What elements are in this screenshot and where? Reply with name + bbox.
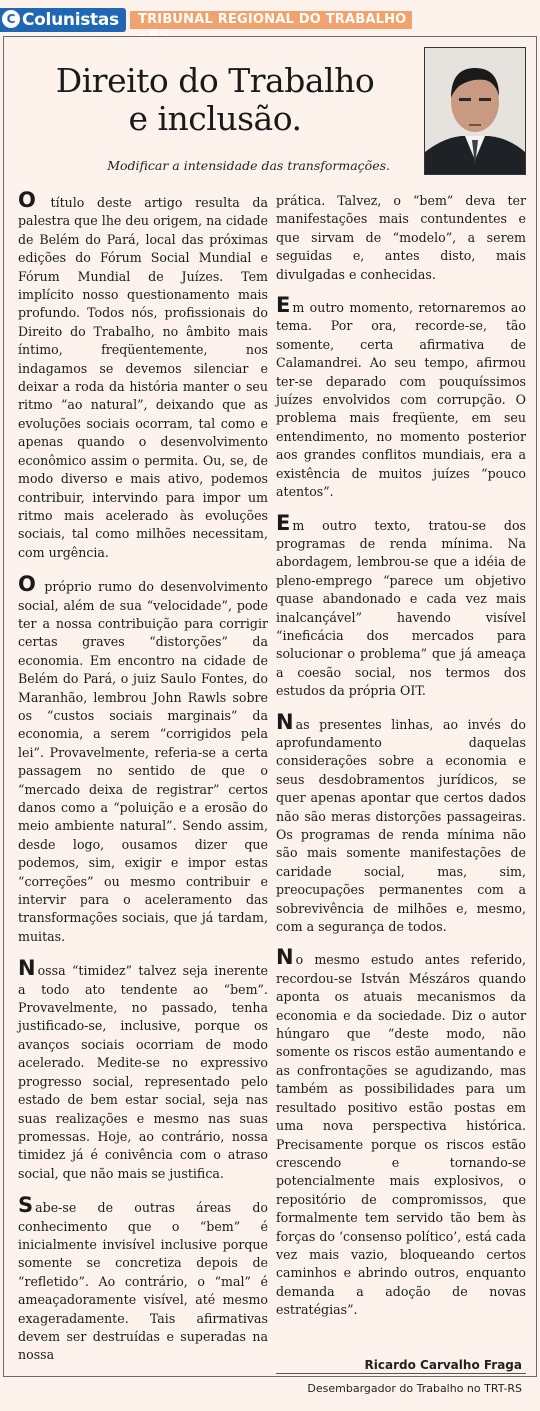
title-line-2: e inclusão.	[128, 99, 302, 138]
paragraph-text: próprio rumo do desenvolvimento social, além de sua “velocidade”, pode ter a nossa contribuição para corrigir certas graves “distorções” da economia. Em encontro na cidade de Belém do Pará, o juiz Saulo Fontes, do Maranhão, lembrou John Rawls sobre os “custos sociais marginais” da economia, a serem “corrigidos pela lei”. Provavelmente, referia-se a certa passagem no sentido de que o “mercado deixa de registrar” certos danos como a “poluição e a erosão do meio ambiente natural”. Sendo assim, desde logo, ousamos dizer que podemos, sim, exigir e impor estas “correções” ou mesmo contribuir e intervir para o aceleramento das transformações sociais, que já tardam, muitas.	[18, 579, 268, 944]
colunistas-badge	[0, 8, 126, 32]
paragraph	[276, 293, 526, 501]
drop-initial: N	[276, 945, 294, 970]
paragraph-text: abe-se de outras áreas do conhecimento que o “bem” é inicialmente invisível inclusive porque somente se concretiza depois de “refletido”. Ao contrário, o “mal” é ameaçadoramente visível, até mesmo exageradamente. Tais afirmativas devem ser destruídas e superadas na nossa	[18, 1200, 268, 1363]
section-label: TRIBUNAL REGIONAL DO TRABALHO	[138, 12, 407, 27]
article-subtitle: Modificar a intensidade das transformações.	[107, 158, 390, 173]
signature-divider	[276, 1373, 526, 1374]
paragraph-text: prática. Talvez, o “bem” deva ter manifestações mais contundentes e que sirvam de “modelo”, a serem seguidas e, antes disto, mais divulgadas e conhecidas.	[276, 193, 526, 282]
paragraph	[18, 188, 268, 562]
paragraph-text: o mesmo estudo antes referido, recordou-se István Mészáros quando aponta os atuais mecanismos da economia e da sociedade. Diz o autor húngaro que “deste modo, não somente os riscos estão aumentando e as confrontações se agudizando, mas também as possibilidades para um resultado positivo estão postas em uma nova perspectiva histórica. Precisamente porque os riscos estão crescendo e tornando-se potencialmente mais explosivos, o repositório de compromissos, que formalmente tem servido tão bem às forças do ‘consenso político’, está cada vez mais vazio, bloqueando certos caminhos e abrindo outros, enquanto demanda a adoção de novas estratégias”.	[276, 952, 526, 1318]
author-name: Ricardo Carvalho Fraga	[364, 1358, 522, 1372]
article-title	[20, 62, 410, 138]
paragraph-text: ossa “timidez” talvez seja inerente a todo ato tendente ao “bem”. Provavelmente, no passado, tenha justificado-se, inclusive, porque os avanços sociais ocorriam de modo acelerado. Medite-se no expressivo progresso social, representado pelo estado de bem estar social, seja nas suas realizações e mesmo nas suas promessas. Hoje, ao contrário, nossa timidez já é conivência com o atraso social, que não mais se justifica.	[18, 963, 268, 1181]
drop-initial: E	[276, 293, 291, 318]
title-line-1: Direito do Trabalho	[55, 61, 375, 100]
paragraph-text: m outro texto, tratou-se dos programas de renda mínima. Na abordagem, lembrou-se que a idéia de pleno-emprego “parece um objetivo quase abandonado e cada vez mais inalcançável” havendo visível “ineficácia dos mercados para solucionar o problema” que já ameaça a coesão social, nos termos dos estudos da própria OIT.	[276, 517, 526, 699]
paragraph	[276, 709, 526, 937]
right-column	[276, 192, 526, 1333]
author-role: Desembargador do Trabalho no TRT-RS	[307, 1382, 522, 1395]
paragraph-text: m outro momento, retornaremos ao tema. Por ora, recorde-se, tão somente, certa afirmativa de Calamandrei. Ao seu tempo, afirmou ter-se deparado com pouquíssimos juízes envolvidos com corrupção. O problema mais freqüente, em seu entendimento, no momento posterior aos grandes conflitos mundiais, era a existência de muitos juízes “pouco atentos”.	[276, 300, 526, 500]
author-portrait-icon	[425, 48, 525, 174]
colunistas-logo-icon: C	[2, 10, 20, 28]
paragraph	[276, 945, 526, 1319]
drop-initial: O	[18, 572, 36, 597]
paragraph	[18, 956, 268, 1183]
paragraph	[18, 1193, 268, 1365]
author-photo	[424, 47, 526, 175]
paragraph	[276, 192, 526, 284]
drop-initial: O	[18, 188, 36, 212]
paragraph-text: as presentes linhas, ao invés do aprofundamento daquelas considerações sobre a economia e seus desdobramentos jurídicos, se quer apenas apontar que certos dados não são meras distorções passageiras. Os programas de renda mínima não são mais somente manifestações de caridade social, mas, sim, preocupações permanentes com a sobrevivência de milhões e, mesmo, com a segurança de todos.	[276, 716, 526, 935]
drop-initial: N	[276, 709, 294, 734]
paragraph	[18, 572, 268, 946]
colunistas-label: Colunistas	[22, 10, 119, 30]
drop-initial: N	[18, 956, 36, 981]
paragraph-text: título deste artigo resulta da palestra que lhe deu origem, na cidade de Belém do Pará, local das próximas edições do Fórum Social Mundial e Fórum Mundial de Juízes. Tem implícito nosso questionamento mais profundo. Todos nós, profissionais do Direito do Trabalho, no âmbito mais íntimo, freqüentemente, nos indagamos se devemos silenciar e deixar a roda da história manter o seu ritmo “ao natural”, deixando que as evoluções sociais ocorram, tal como e apenas quando o desenvolvimento econômico assim o permita. Ou, se, de modo diverso e mais ativo, podemos contribuir, intervindo para impor um ritmo mais acelerado às evoluções sociais, tal como milhões necessitam, com urgência.	[18, 195, 268, 560]
drop-initial: S	[18, 1193, 34, 1218]
column-header	[0, 8, 412, 32]
paragraph	[276, 510, 526, 701]
drop-initial: E	[276, 510, 291, 535]
left-column	[18, 188, 268, 1379]
section-bar	[130, 11, 412, 29]
